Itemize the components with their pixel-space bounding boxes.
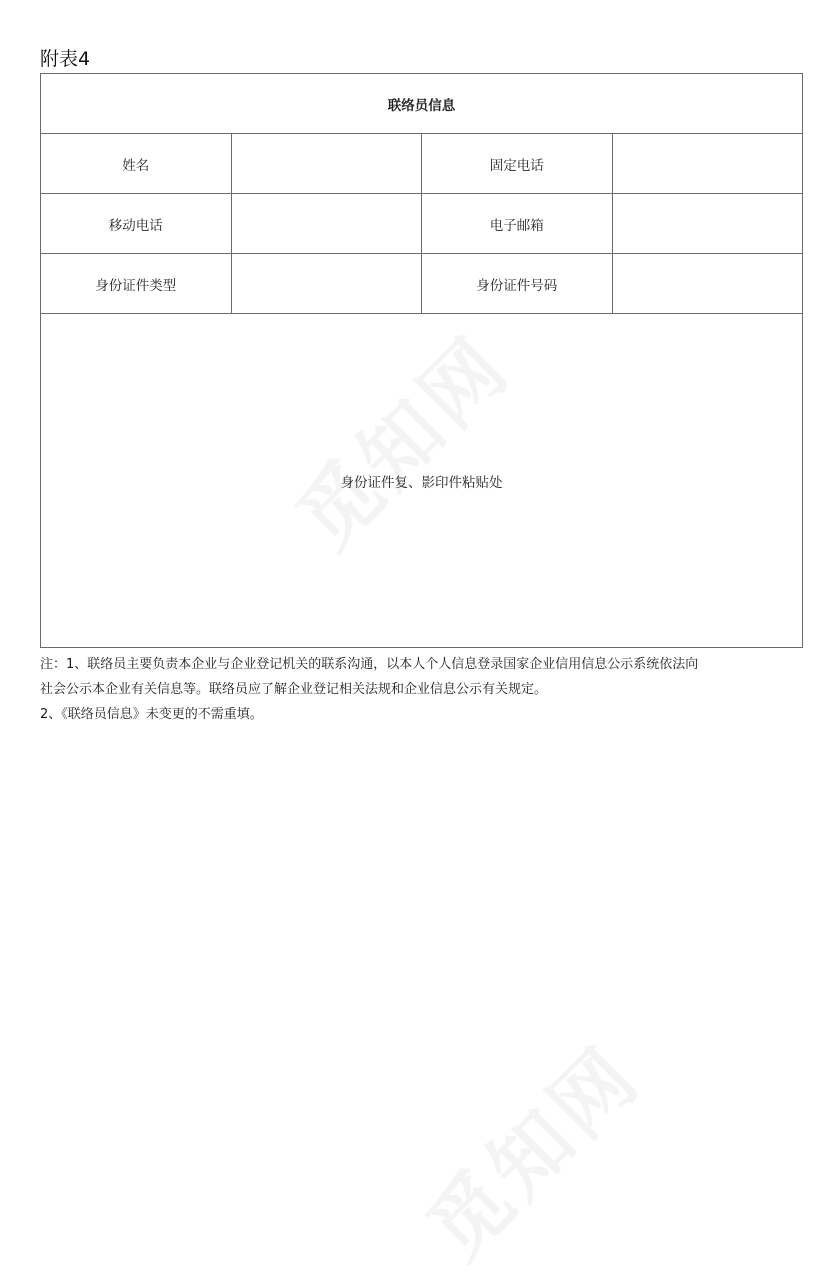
id-type-label: 身份证件类型 [41,254,232,314]
name-field[interactable] [231,134,422,194]
id-number-field[interactable] [612,254,803,314]
note-line-1: 注：1、联络员主要负责本企业与企业登记机关的联系沟通，以本人个人信息登录国家企业信用信息公示系统依法向 [40,657,699,672]
note-line-3: 2、《联络员信息》未变更的不需重填。 [40,707,263,722]
id-type-field[interactable] [231,254,422,314]
id-copy-paste-area: 身份证件复、影印件粘贴处 [41,314,803,648]
watermark-lower [397,1016,661,1279]
email-field[interactable] [612,194,803,254]
mobile-label: 移动电话 [41,194,232,254]
attachment-heading: 附表4 [40,48,91,70]
note-line-2: 社会公示本企业有关信息等。联络员应了解企业登记相关法规和企业信息公示有关规定。 [40,682,548,697]
id-number-label: 身份证件号码 [422,254,613,314]
table-title: 联络员信息 [41,74,803,134]
landline-field[interactable] [612,134,803,194]
name-label: 姓名 [41,134,232,194]
email-label: 电子邮箱 [422,194,613,254]
liaison-info-table [40,73,803,648]
landline-label: 固定电话 [422,134,613,194]
notes-section [40,652,810,727]
mobile-field[interactable] [231,194,422,254]
